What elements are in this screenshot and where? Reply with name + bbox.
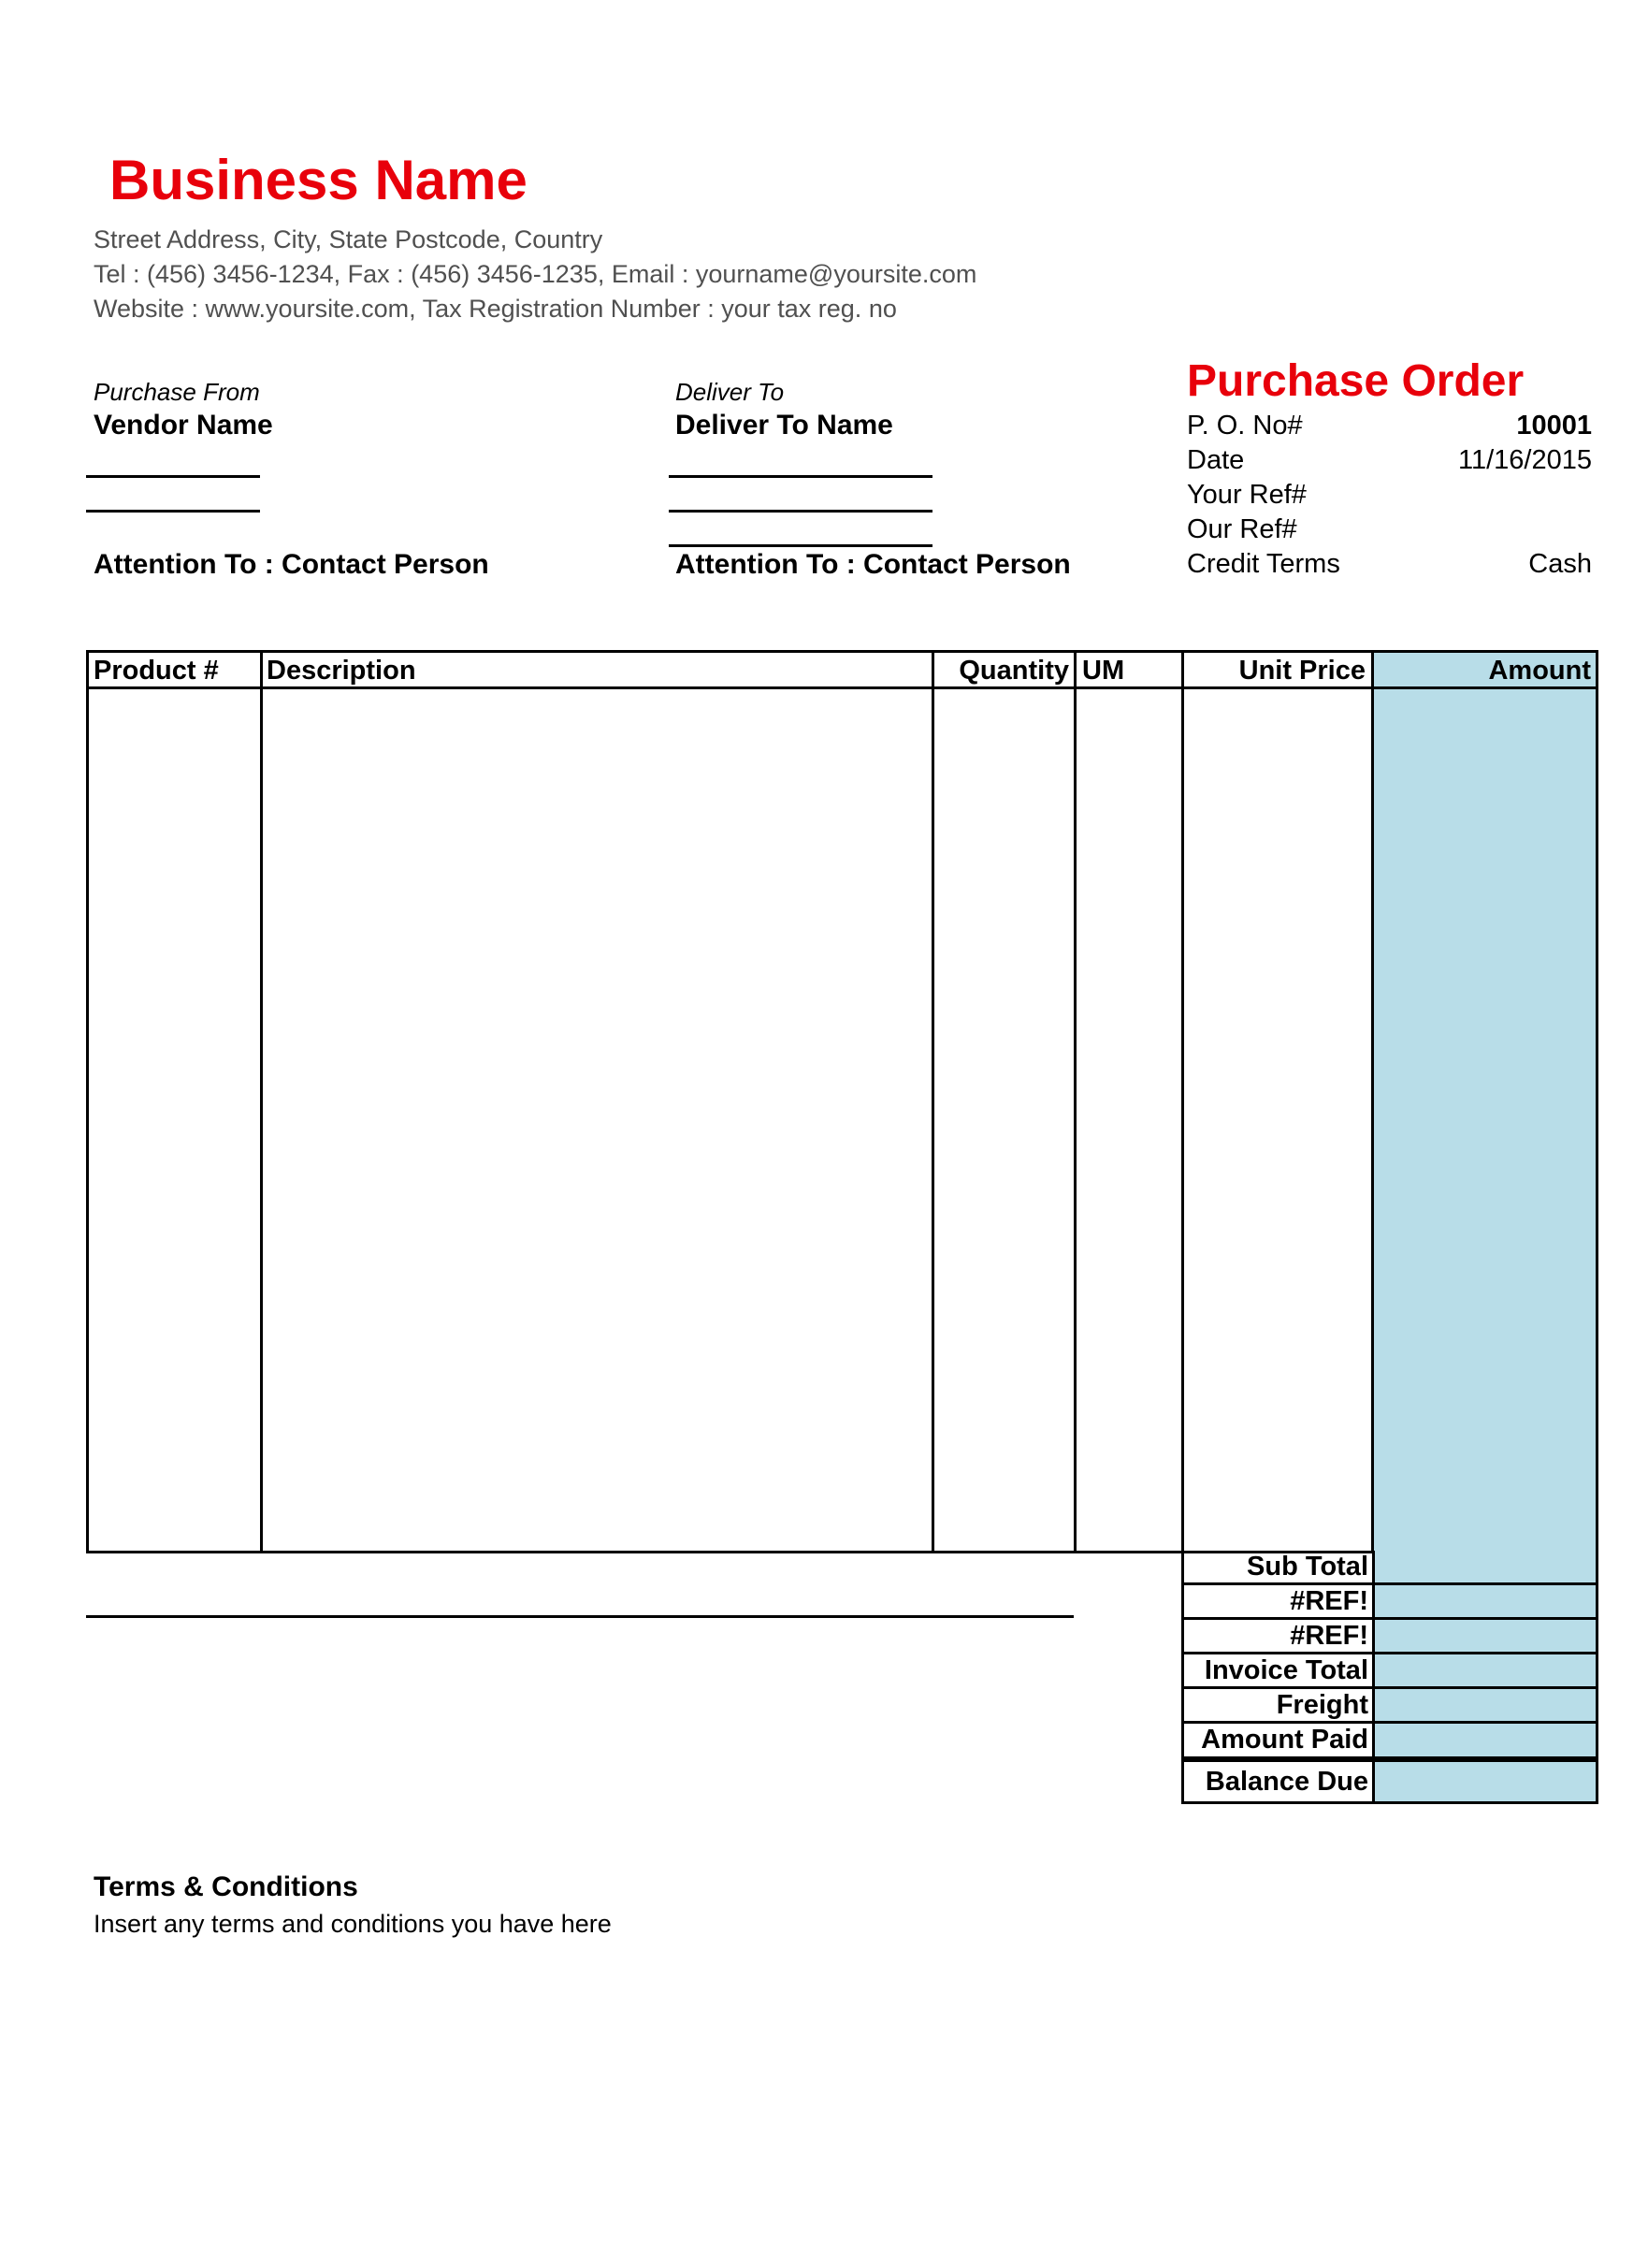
- notes-line: [86, 1615, 1074, 1618]
- totals-row: [1181, 1759, 1598, 1804]
- column-divider: [1371, 653, 1374, 1551]
- ref-value-2: [1375, 1620, 1596, 1652]
- po-date-value: 11/16/2015: [1458, 445, 1592, 475]
- column-divider: [1181, 653, 1184, 1551]
- subtotal-label: Sub Total: [1184, 1551, 1375, 1582]
- amount-paid-value: [1375, 1724, 1596, 1756]
- our-ref-label: Our Ref#: [1187, 514, 1297, 544]
- deliver-to-label: Deliver To: [675, 378, 785, 406]
- deliver-address-line-2: [669, 510, 932, 513]
- terms-title: Terms & Conditions: [94, 1871, 358, 1902]
- header-um: UM: [1082, 656, 1125, 686]
- purchase-from-label: Purchase From: [94, 378, 260, 406]
- header-description: Description: [267, 656, 416, 686]
- totals-row: [1181, 1551, 1598, 1585]
- business-address: Street Address, City, State Postcode, Country: [94, 225, 603, 253]
- deliver-attention: Attention To : Contact Person: [675, 549, 1071, 580]
- totals-row: [1181, 1585, 1598, 1620]
- totals-row: [1181, 1724, 1598, 1759]
- subtotal-value: [1375, 1551, 1596, 1582]
- totals-block: [1181, 1551, 1598, 1805]
- header-quantity: Quantity: [959, 656, 1069, 686]
- header-amount: Amount: [1488, 656, 1591, 686]
- ref-value-1: [1375, 1585, 1596, 1617]
- business-contact: Tel : (456) 3456-1234, Fax : (456) 3456-1235, Email : yourname@yoursite.com: [94, 260, 977, 288]
- credit-terms-label: Credit Terms: [1187, 549, 1340, 579]
- column-divider: [260, 653, 263, 1551]
- column-divider: [932, 653, 934, 1551]
- totals-row: [1181, 1689, 1598, 1724]
- balance-due-label: Balance Due: [1184, 1762, 1375, 1801]
- amount-column-fill: [1374, 653, 1596, 1551]
- header-product: Product #: [94, 656, 219, 686]
- deliver-address-line-1: [669, 475, 932, 478]
- po-date-label: Date: [1187, 445, 1245, 475]
- freight-label: Freight: [1184, 1689, 1375, 1721]
- credit-terms-value: Cash: [1528, 549, 1592, 579]
- amount-paid-label: Amount Paid: [1184, 1724, 1375, 1756]
- ref-label-2: #REF!: [1184, 1620, 1375, 1652]
- deliver-to-name: Deliver To Name: [675, 410, 893, 441]
- po-number-value: 10001: [1516, 411, 1592, 441]
- column-divider: [1074, 653, 1077, 1551]
- totals-row: [1181, 1654, 1598, 1689]
- po-number-label: P. O. No#: [1187, 411, 1303, 441]
- balance-due-value: [1375, 1762, 1596, 1801]
- your-ref-label: Your Ref#: [1187, 480, 1307, 510]
- terms-body: Insert any terms and conditions you have here: [94, 1910, 612, 1938]
- vendor-address-line-2: [86, 510, 260, 513]
- header-unit-price: Unit Price: [1238, 656, 1366, 686]
- table-header-divider: [89, 686, 1596, 689]
- invoice-total-value: [1375, 1654, 1596, 1686]
- business-website: Website : www.yoursite.com, Tax Registration Number : your tax reg. no: [94, 295, 897, 323]
- vendor-address-line-1: [86, 475, 260, 478]
- purchase-order-title: Purchase Order: [1187, 356, 1525, 406]
- business-name: Business Name: [109, 149, 528, 211]
- freight-value: [1375, 1689, 1596, 1721]
- invoice-total-label: Invoice Total: [1184, 1654, 1375, 1686]
- items-table: [86, 650, 1598, 1553]
- vendor-attention: Attention To : Contact Person: [94, 549, 489, 580]
- ref-label-1: #REF!: [1184, 1585, 1375, 1617]
- deliver-address-line-3: [669, 544, 932, 547]
- vendor-name: Vendor Name: [94, 410, 273, 441]
- totals-row: [1181, 1620, 1598, 1654]
